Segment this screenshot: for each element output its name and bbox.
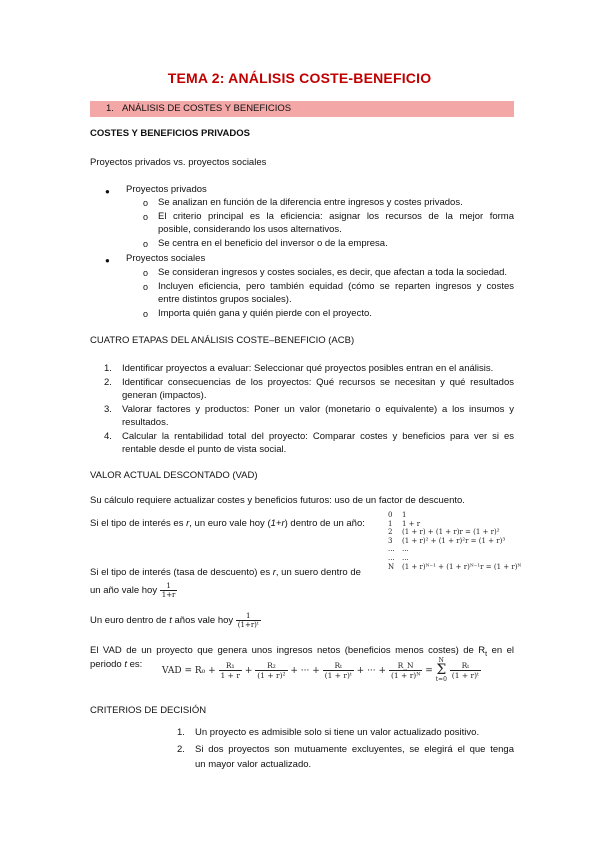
sociales-item: Se consideran ingresos y costes sociales, es decir, que afectan a toda la sociedad.	[158, 267, 508, 278]
section-label: ANÁLISIS DE COSTES Y BENEFICIOS	[121, 103, 292, 114]
section-bar	[90, 101, 514, 117]
list-number: 1.	[104, 363, 112, 374]
fraction-one-year: $\frac{1}{1+r}$	[161, 582, 176, 599]
etapa-line: generan (impactos).	[122, 390, 207, 401]
sociales-label: Proyectos sociales	[126, 253, 206, 264]
circle-bullet-icon: o	[143, 268, 149, 278]
circle-bullet-icon: o	[143, 282, 149, 292]
privados-label: Proyectos privados	[126, 184, 207, 195]
fraction-t-years: $\frac{1}{\text{(1+r)ᵗ}}$	[237, 612, 259, 629]
vad-t-years-sentence: Un euro dentro de t años vale hoy $\frac{1}{\text{(1+r)ᵗ}}$	[90, 612, 259, 629]
list-number: 2.	[104, 377, 112, 388]
criterio-line: Un proyecto es admisible solo si tiene un valor actualizado positivo.	[195, 727, 480, 738]
etapa-line: rentable desde el punto de vista social.	[122, 444, 287, 455]
circle-bullet-icon: o	[143, 212, 149, 222]
vad-formula: VAD = R₀ + $\frac{\text{R₁}}{1 + r}$ + $\frac{\text{R₂}}{\text{(1 + r)²}}$ + ··· + $\frac{\text{Rₜ}}{\text{(1 + r)ᵗ}}$ + ··· + $\frac{R\_N}{\text{(1 + r)ᴺ}}$ = N Σ t=0 $\frac{\text{Rₜ}}{\text{(1 + r)ᵗ}}$	[162, 657, 479, 683]
page-title: TEMA 2: ANÁLISIS COSTE-BENEFICIO	[167, 70, 432, 86]
table-row: ... ...	[388, 553, 409, 562]
criterio-line: Si dos proyectos son mutuamente excluyentes, se elegirá el que tenga	[195, 744, 514, 755]
sociales-item: Importa quién gana y quién pierde con el proyecto.	[158, 308, 372, 319]
criterios-heading: CRITERIOS DE DECISIÓN	[90, 705, 207, 716]
table-row: 3 (1 + r)² + (1 + r)²r = (1 + r)³	[388, 536, 506, 545]
circle-bullet-icon: o	[143, 198, 149, 208]
vad-discount-sentence: Si el tipo de interés (tasa de descuento) es r, un suero dentro de	[90, 567, 361, 578]
criterio-line: un mayor valor actualizado.	[195, 759, 312, 770]
etapa-line: Calcular la rentabilidad total del proyecto: Comparar costes y beneficios para ver si es	[122, 431, 514, 442]
etapa-line: Valorar factores y productos: Poner un valor (monetario o equivalente) a los insumos y	[122, 404, 514, 415]
section-number: 1.	[106, 103, 114, 114]
list-number: 4.	[104, 431, 112, 442]
circle-bullet-icon: o	[143, 309, 149, 319]
intro-text: Proyectos privados vs. proyectos sociales	[90, 157, 267, 168]
sociales-item: Incluyen eficiencia, pero también equidad (cómo se reparten ingresos y costes	[158, 281, 514, 292]
compounding-table	[388, 511, 521, 571]
vad-paragraph: Su cálculo requiere actualizar costes y beneficios futuros: uso de un factor de descuento.	[90, 495, 465, 506]
list-number: 2.	[177, 744, 185, 755]
privados-item: El criterio principal es la eficiencia: asignar los recursos de la mejor forma	[158, 211, 514, 222]
table-row: 0 1	[388, 511, 407, 519]
etapas-heading: CUATRO ETAPAS DEL ANÁLISIS COSTE–BENEFICIO (ACB)	[90, 335, 355, 346]
sociales-item-cont: entre distintos grupos sociales).	[158, 294, 292, 305]
etapa-line: Identificar consecuencias de los proyectos: Qué recursos se necesitan y qué resultados	[122, 377, 514, 388]
vad-interest-sentence: Si el tipo de interés es r, un euro vale hoy (1+r) dentro de un año:	[90, 518, 365, 529]
vad-definition-line2: periodo t es:	[90, 659, 143, 670]
privados-item-cont: posible, considerando los usos alternativos.	[158, 224, 342, 235]
list-number: 3.	[104, 404, 112, 415]
bullet-icon: ●	[105, 256, 110, 265]
table-row: ... ...	[388, 545, 409, 554]
etapa-line: resultados.	[122, 417, 169, 428]
circle-bullet-icon: o	[143, 239, 149, 249]
vad-definition-line1: El VAD de un proyecto que genera unos ingresos netos (beneficios menos costes) de $R_t$ en el	[90, 645, 514, 658]
vad-discount-sentence-cont: un año vale hoy $\frac{1}{1+r}$	[90, 582, 176, 599]
table-row: 1 1 + r	[388, 519, 421, 528]
privados-item: Se analizan en función de la diferencia entre ingresos y costes privados.	[158, 197, 463, 208]
privados-item: Se centra en el beneficio del inversor o de la empresa.	[158, 238, 388, 249]
bullet-icon: ●	[105, 187, 110, 196]
table-row: 2 (1 + r) + (1 + r)r = (1 + r)²	[388, 528, 500, 537]
subheading-costes-privados: COSTES Y BENEFICIOS PRIVADOS	[90, 128, 250, 139]
list-number: 1.	[177, 727, 185, 738]
etapa-line: Identificar proyectos a evaluar: Seleccionar qué proyectos posibles entran en el análisis.	[122, 363, 494, 374]
vad-heading: VALOR ACTUAL DESCONTADO (VAD)	[90, 470, 258, 481]
table-row: N (1 + r)ᴺ⁻¹ + (1 + r)ᴺ⁻¹r = (1 + r)ᴺ	[388, 562, 522, 571]
